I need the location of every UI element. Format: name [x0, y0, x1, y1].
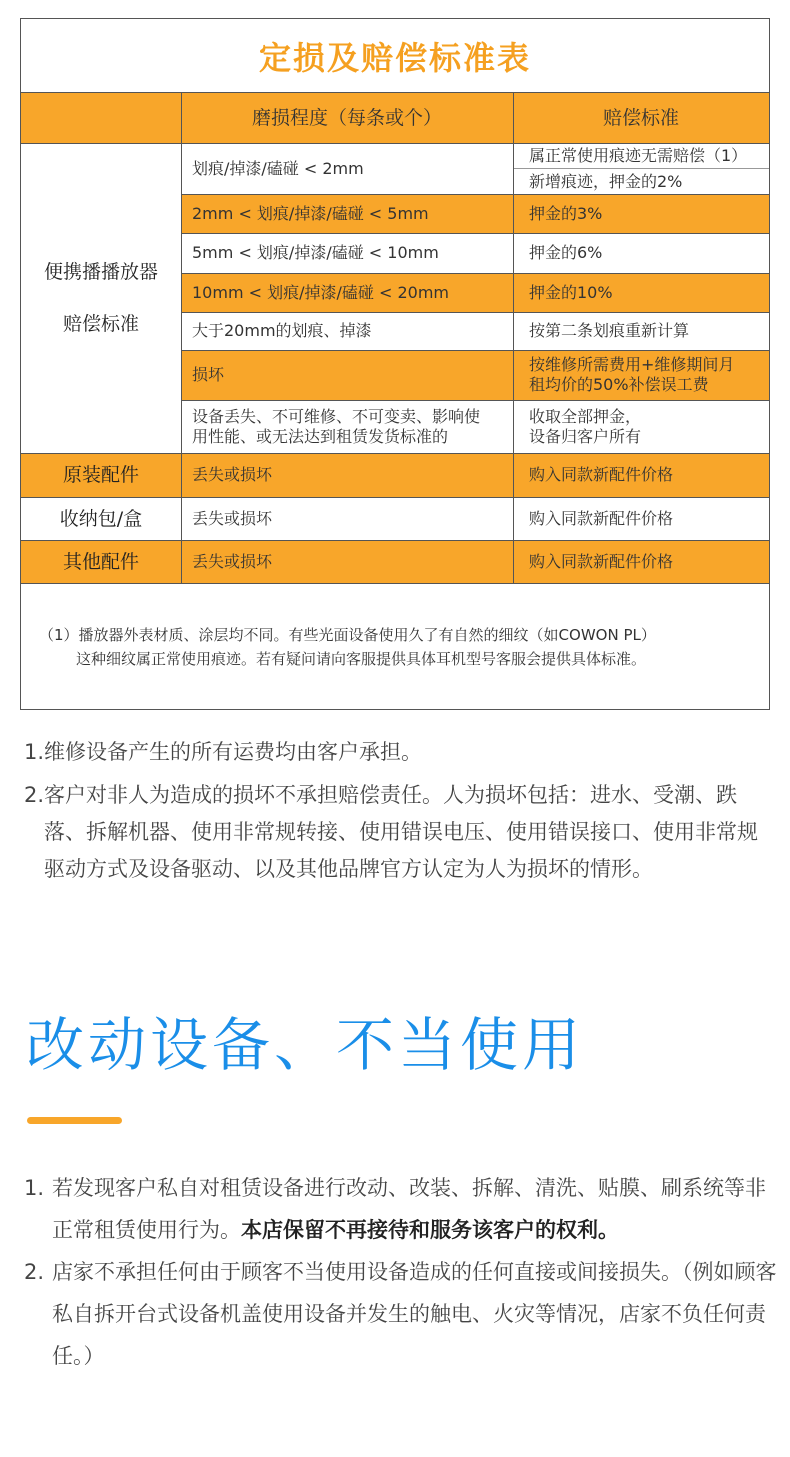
rule-text: 客户对非人为造成的损坏不承担赔偿责任。人为损坏包括：进水、受潮、跌落、拆解机器、使用非常规转接、使用错误电压、使用错误接口、使用非常规驱动方式及设备驱动、以及其他品牌官方认定为人为损坏的情形。: [44, 783, 759, 881]
grid-line: [513, 93, 514, 583]
grid-line: [21, 143, 769, 144]
accessory2-name: 收纳包/盒: [59, 507, 143, 530]
rule-text-normal: 若发现客户私自对租赁设备进行改动、改装、拆解、清洗、贴膜、刷系统等非正常租赁使用行为。: [52, 1176, 766, 1242]
row1-damage: 划痕/掉漆/磕碰 < 2mm: [192, 158, 364, 178]
row3-comp: 押金的6%: [529, 243, 603, 262]
damage-compensation-table: [20, 18, 770, 710]
grid-line: [181, 350, 769, 351]
rule-item: [24, 777, 772, 888]
player-section-line1: 便携播播放器: [43, 261, 158, 283]
row7-comp-a: 收取全部押金，: [529, 406, 642, 426]
grid-line: [21, 453, 769, 454]
accessory1-comp: 购入同款新配件价格: [513, 453, 769, 497]
row6-comp: [513, 350, 769, 400]
rule-text: [52, 1167, 780, 1251]
rule-number: 1.: [24, 1176, 45, 1200]
table-title: 定损及赔偿标准表: [21, 19, 769, 93]
rule-number: 2.: [24, 783, 45, 807]
header-blank-cell: [21, 93, 181, 143]
rule-number: 1.: [24, 740, 45, 764]
rule-item: [24, 734, 772, 771]
row6-comp-b: 租均价的50%补偿误工费: [529, 375, 709, 394]
footnote-line1: （1）播放器外表材质、涂层均不同。有些光面设备使用久了有自然的细纹（如COWON PL）: [39, 626, 656, 644]
player-section-label: [21, 143, 181, 453]
grid-line: [21, 583, 769, 584]
header-compensation: 赔偿标准: [513, 93, 769, 143]
section-title-underline: [27, 1117, 122, 1124]
section-rule-item: [24, 1251, 780, 1377]
accessory3-name: 其他配件: [21, 540, 181, 583]
grid-line: [181, 400, 769, 401]
rule-number: 2.: [24, 1260, 45, 1284]
player-section-line2: 赔偿标准: [62, 313, 139, 335]
grid-line: [513, 168, 769, 169]
grid-line: [181, 273, 769, 274]
row7-comp-b: 设备归客户所有: [529, 426, 642, 446]
row4-comp: 押金的10%: [513, 273, 769, 312]
grid-line: [181, 233, 769, 234]
rule-text-bold: 本店保留不再接待和服务该客户的权利。: [241, 1218, 619, 1242]
row1-comp-b: 新增痕迹，押金的2%: [529, 171, 683, 191]
row7-damage-a: 设备丢失、不可维修、不可变卖、影响使: [192, 406, 481, 426]
accessory2-comp: 购入同款新配件价格: [529, 508, 674, 528]
grid-line: [181, 312, 769, 313]
accessory3-damage: 丢失或损坏: [181, 540, 513, 583]
table-footnote: [39, 623, 759, 671]
row6-comp-a: 按维修所需费用+维修期间月: [529, 355, 735, 374]
footnote-line2: 这种细纹属正常使用痕迹。若有疑问请向客服提供具体耳机型号客服会提供具体标准。: [76, 650, 647, 668]
section-title: 改动设备、不当使用: [26, 1011, 585, 1079]
row1-comp-a: 属正常使用痕迹无需赔偿（1）: [529, 145, 748, 165]
accessory2-damage: 丢失或损坏: [192, 508, 273, 528]
row7-damage-b: 用性能、或无法达到租赁发货标准的: [192, 426, 449, 446]
grid-line: [181, 194, 769, 195]
row7-damage: [181, 400, 513, 453]
row5-damage: 大于20mm的划痕、掉漆: [192, 321, 372, 340]
row2-damage: 2mm < 划痕/掉漆/磕碰 < 5mm: [181, 194, 513, 233]
row5-comp: 按第二条划痕重新计算: [529, 321, 690, 340]
row7-comp: [513, 400, 769, 453]
section-rules: [24, 1167, 780, 1377]
section-rule-item: [24, 1167, 780, 1251]
accessory3-comp: 购入同款新配件价格: [513, 540, 769, 583]
grid-line: [21, 540, 769, 541]
row3-damage: 5mm < 划痕/掉漆/磕碰 < 10mm: [192, 243, 439, 262]
row6-damage: 损坏: [181, 350, 513, 400]
grid-line: [181, 93, 182, 583]
general-rules: [24, 734, 772, 888]
rule-text: 维修设备产生的所有运费均由客户承担。: [44, 740, 423, 764]
row4-damage: 10mm < 划痕/掉漆/磕碰 < 20mm: [181, 273, 513, 312]
accessory1-damage: 丢失或损坏: [181, 453, 513, 497]
rule-text: 店家不承担任何由于顾客不当使用设备造成的任何直接或间接损失。（例如顾客私自拆开台式设备机盖使用设备并发生的触电、火灾等情况，店家不负任何责任。）: [52, 1260, 777, 1368]
grid-line: [21, 497, 769, 498]
header-damage: 磨损程度（每条或个）: [181, 93, 513, 143]
row2-comp: 押金的3%: [513, 194, 769, 233]
accessory1-name: 原装配件: [21, 453, 181, 497]
